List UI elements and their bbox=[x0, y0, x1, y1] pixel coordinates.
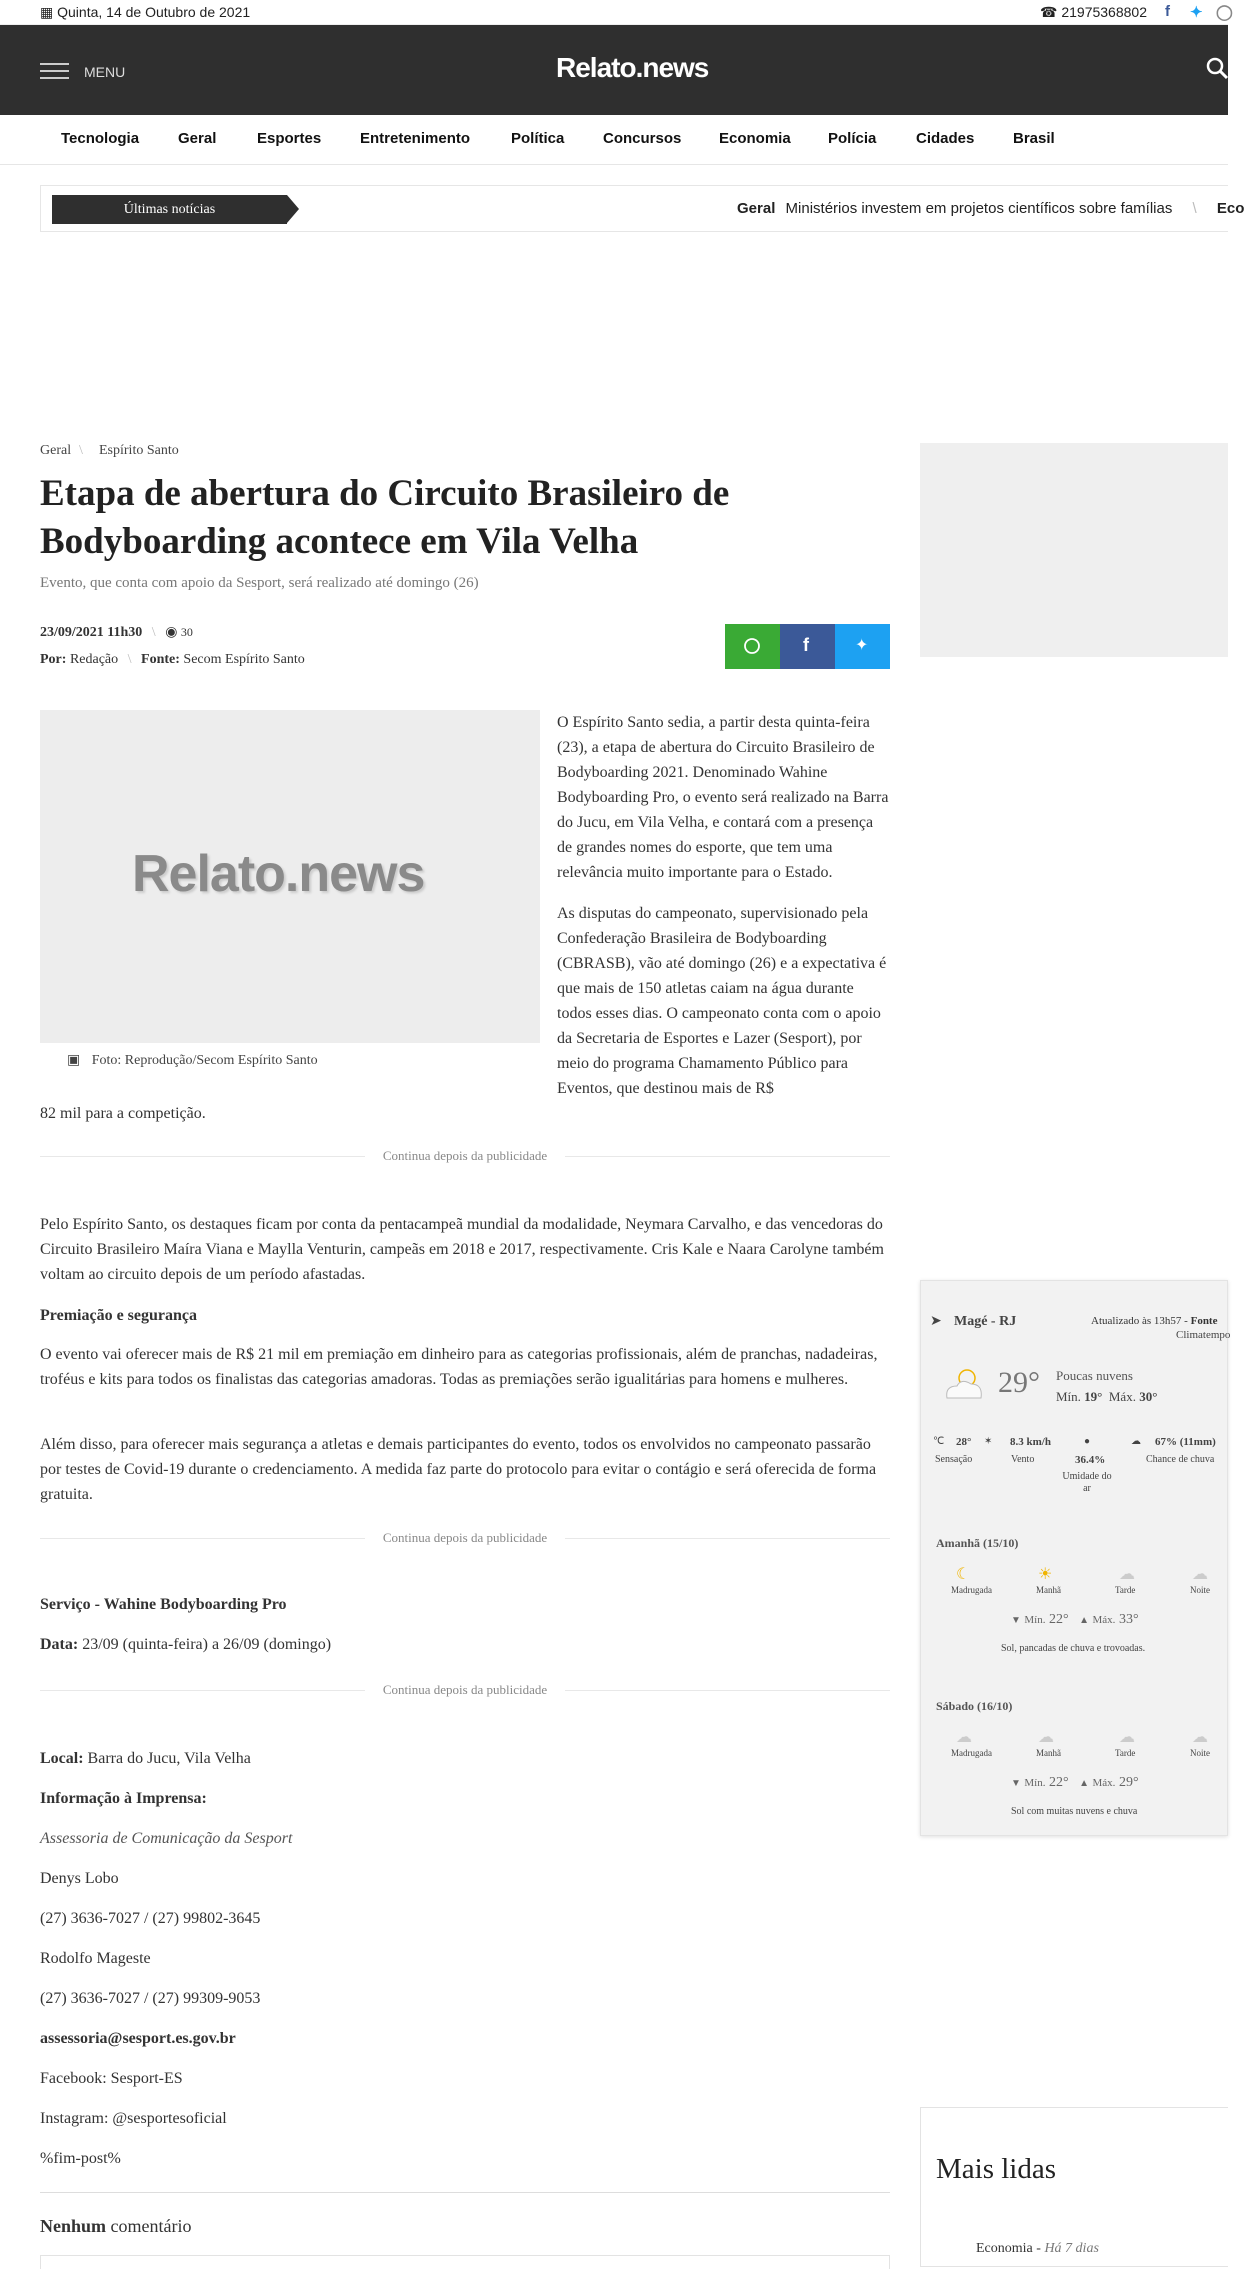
servico-heading: Serviço - Wahine Bodyboarding Pro bbox=[40, 1596, 287, 1613]
period-label: Manhã bbox=[1036, 1748, 1061, 1758]
cloud-icon: ☁ bbox=[1119, 1729, 1135, 1746]
moon-cloud-icon: ☾ bbox=[956, 1566, 971, 1583]
search-icon[interactable] bbox=[1206, 57, 1228, 79]
imprensa-heading: Informação à Imprensa: bbox=[40, 1790, 207, 1807]
menu-button[interactable]: MENU bbox=[84, 64, 126, 80]
article-date-views: 23/09/2021 11h30 \ ◉ 30 bbox=[40, 625, 193, 640]
period-label: Tarde bbox=[1115, 1748, 1136, 1758]
share-twitter-button[interactable] bbox=[835, 624, 890, 669]
vento-label: Vento bbox=[1011, 1454, 1035, 1465]
article-author-source: Por: Redação \ Fonte: Secom Espírito Santo bbox=[40, 652, 305, 667]
weather-source: Climatempo bbox=[1176, 1329, 1231, 1341]
breadcrumb-espirito-santo[interactable]: Espírito Santo bbox=[99, 443, 179, 458]
article-paragraph-3: Pelo Espírito Santo, os destaques ficam por conta da pentacampeã mundial da modalidade, Neymara Carvalho, e das vencedoras do Circuito Brasileiro Maíra Viana e Maylla Venturin, campeãs em 2018 e 2017, respectivamente. Cris Kale e Naara Carolyne também voltam ao circuito depois de um período afastadas. bbox=[40, 1216, 884, 1283]
breadcrumb-separator: \ bbox=[79, 443, 83, 458]
weather-widget bbox=[920, 1280, 1231, 1836]
chuva-label: Chance de chuva bbox=[1146, 1454, 1215, 1465]
contact-name-1: Denys Lobo bbox=[40, 1870, 119, 1887]
servico-data: Data: 23/09 (quinta-feira) a 26/09 (domingo) bbox=[40, 1636, 332, 1653]
wind-icon: ✶ bbox=[984, 1436, 993, 1447]
period-label: Madrugada bbox=[951, 1585, 992, 1595]
forecast-day-1-title: Amanhã (15/10) bbox=[936, 1536, 1019, 1550]
period-label: Manhã bbox=[1036, 1585, 1061, 1595]
forecast-day-1-desc: Sol, pancadas de chuva e trovoadas. bbox=[1001, 1643, 1146, 1654]
forecast-day-2-title: Sábado (16/10) bbox=[936, 1699, 1013, 1713]
contact-phone-1: (27) 3636-7027 / (27) 99802-3645 bbox=[40, 1910, 261, 1927]
cloud-icon: ☁ bbox=[1192, 1729, 1208, 1746]
article-paragraph-2: As disputas do campeonato, supervisionado pela Confederação Brasileira de Bodyboarding (CBRASB), vão até domingo (26) e a expectativa é que mais de 150 atletas caiam na água durante todos esses dias. O campeonato conta com o apoio da Secretaria de Esportes e Lazer (Sesport), por meio do programa Chamamento Público para Eventos, que destinou mais de R$ bbox=[557, 905, 887, 1097]
nav-item-geral[interactable]: Geral bbox=[178, 130, 217, 147]
mais-lidas-item-meta[interactable]: Economia - Há 7 dias bbox=[976, 2241, 1099, 2256]
article-title: Etapa de abertura do Circuito Brasileiro de Bodyboarding acontece em Vila Velha bbox=[40, 473, 730, 562]
weather-desc: Poucas nuvens bbox=[1056, 1368, 1133, 1383]
nav-item-economia[interactable]: Economia bbox=[719, 130, 791, 147]
hamburger-icon[interactable] bbox=[40, 63, 69, 79]
rain-chance-icon: ☁ bbox=[1131, 1436, 1141, 1447]
contact-email-link[interactable]: assessoria@sesport.es.gov.br bbox=[40, 2030, 236, 2047]
comments-divider bbox=[40, 2192, 890, 2193]
share-facebook-button[interactable] bbox=[780, 624, 835, 669]
sensacao-label: Sensação bbox=[935, 1454, 973, 1465]
storm-cloud-icon: ☁ bbox=[1119, 1566, 1135, 1583]
ad-notice: Continua depois da publicidade bbox=[365, 1148, 565, 1164]
article-photo[interactable] bbox=[40, 710, 540, 1043]
arrow-up-icon: ▲ bbox=[1079, 1778, 1090, 1789]
eye-icon: ◉ bbox=[165, 625, 178, 640]
photo-placeholder-logo: Relato.news bbox=[132, 845, 425, 903]
nav-item-brasil[interactable]: Brasil bbox=[1013, 130, 1055, 147]
location-arrow-icon: ➤ bbox=[930, 1314, 942, 1329]
nav-item-politica[interactable]: Política bbox=[511, 130, 565, 147]
weather-city: Magé - RJ bbox=[954, 1314, 1017, 1329]
whatsapp-phone[interactable]: ☎ 21975368802 bbox=[1040, 4, 1147, 20]
period-label: Madrugada bbox=[951, 1748, 992, 1758]
contact-phone-2: (27) 3636-7027 / (27) 99309-9053 bbox=[40, 1990, 261, 2007]
sidebar-ad-placeholder bbox=[920, 443, 1228, 657]
chuva-value: 67% (11mm) bbox=[1155, 1436, 1216, 1448]
ticker-label: Últimas notícias bbox=[52, 195, 287, 224]
whatsapp-icon: ☎ bbox=[1040, 4, 1058, 20]
weather-minmax: Mín. 19° Máx. 30° bbox=[1056, 1389, 1158, 1404]
twitter-icon: ✦ bbox=[855, 637, 869, 654]
site-logo[interactable]: Relato.news bbox=[556, 52, 709, 83]
assessoria-text: Assessoria de Comunicação da Sesport bbox=[40, 1830, 293, 1847]
contact-name-2: Rodolfo Mageste bbox=[40, 1950, 151, 1967]
nav-item-cidades[interactable]: Cidades bbox=[916, 130, 975, 147]
article-paragraph-5: Além disso, para oferecer mais segurança a atletas e demais participantes do evento, todos os envolvidos no campeonato passarão por testes de Covid-19 durante o credenciamento. A medida faz parte do protocolo para evitar o contágio e será oferecida de forma gratuita. bbox=[40, 1436, 877, 1503]
camera-icon: ▣ bbox=[67, 1053, 81, 1068]
mais-lidas-title: Mais lidas bbox=[936, 2153, 1057, 2185]
weather-temp: 29° bbox=[998, 1366, 1040, 1399]
twitter-icon[interactable]: ✦ bbox=[1190, 4, 1203, 21]
comments-heading: Nenhum comentário bbox=[40, 2216, 192, 2236]
site-header bbox=[0, 25, 1228, 115]
article-subtitle: Evento, que conta com apoio da Sesport, será realizado até domingo (26) bbox=[40, 575, 479, 591]
forecast-day-2-desc: Sol com muitas nuvens e chuva bbox=[1011, 1806, 1138, 1817]
nav-item-concursos[interactable]: Concursos bbox=[603, 130, 682, 147]
facebook-icon: f bbox=[803, 635, 809, 655]
facebook-text: Facebook: Sesport-ES bbox=[40, 2070, 183, 2087]
nav-item-entretenimento[interactable]: Entretenimento bbox=[360, 130, 471, 147]
ad-notice: Continua depois da publicidade bbox=[365, 1682, 565, 1698]
cloud-icon: ☁ bbox=[956, 1729, 972, 1746]
instagram-text: Instagram: @sesportesoficial bbox=[40, 2110, 227, 2127]
nav-item-tecnologia[interactable]: Tecnologia bbox=[61, 130, 140, 147]
share-whatsapp-button[interactable] bbox=[725, 624, 780, 669]
news-ticker bbox=[40, 185, 1245, 232]
category-nav bbox=[0, 115, 1228, 165]
calendar-icon: ▦ bbox=[40, 4, 54, 20]
whatsapp-icon bbox=[725, 624, 780, 669]
nav-item-esportes[interactable]: Esportes bbox=[257, 130, 322, 147]
facebook-icon[interactable]: f bbox=[1165, 3, 1170, 20]
article-paragraph-4: O evento vai oferecer mais de R$ 21 mil em premiação em dinheiro para as categorias profissionais, além de pranchas, nadadeiras, troféus e kits para todos os finalistas das categorias amadoras. Todas as premiações serão igualitárias para homens e mulheres. bbox=[40, 1346, 878, 1388]
humidity-icon: ● bbox=[1084, 1436, 1091, 1447]
ticker-item[interactable]: Geral Ministérios investem em projetos científicos sobre famílias \ Eco bbox=[737, 200, 1245, 217]
breadcrumb-geral[interactable]: Geral bbox=[40, 443, 72, 458]
arrow-up-icon: ▲ bbox=[1079, 1615, 1090, 1626]
umidade-value: 36.4% bbox=[1075, 1454, 1106, 1466]
sun-cloud-icon: ☀ bbox=[1038, 1566, 1053, 1583]
period-label: Noite bbox=[1190, 1748, 1210, 1758]
arrow-down-icon: ▼ bbox=[1011, 1615, 1021, 1626]
top-bar bbox=[0, 0, 1233, 25]
article-paragraph-1: O Espírito Santo sedia, a partir desta quinta-feira (23), a etapa de abertura do Circuito Brasileiro de Bodyboarding 2021. Denominado Wahine Bodyboarding Pro, o evento será realizado na Barra do Jucu, em Vila Velha, e contará com a presença de grandes nomes do esporte, que tem uma relevância muito importante para o Estado. bbox=[557, 714, 889, 881]
section-heading-premiacao: Premiação e segurança bbox=[40, 1307, 197, 1324]
period-label: Tarde bbox=[1115, 1585, 1136, 1595]
instagram-icon[interactable]: ◯ bbox=[1216, 4, 1233, 21]
comment-box[interactable] bbox=[40, 2255, 890, 2269]
servico-local: Local: Barra do Jucu, Vila Velha bbox=[40, 1750, 251, 1767]
sensacao-value: 28° bbox=[956, 1436, 972, 1448]
end-post-marker: %fim-post% bbox=[40, 2150, 121, 2167]
mais-lidas-box bbox=[920, 2107, 1228, 2267]
sun-cloud-icon bbox=[939, 1364, 989, 1404]
umidade-label: Umidade do ar bbox=[1062, 1471, 1112, 1494]
current-date: ▦ Quinta, 14 de Outubro de 2021 bbox=[40, 4, 251, 20]
arrow-down-icon: ▼ bbox=[1011, 1778, 1021, 1789]
weather-updated: Atualizado às 13h57 - Fonte bbox=[1091, 1315, 1218, 1327]
nav-item-policia[interactable]: Polícia bbox=[828, 130, 877, 147]
storm-cloud-icon: ☁ bbox=[1192, 1566, 1208, 1583]
vento-value: 8.3 km/h bbox=[1010, 1436, 1051, 1448]
forecast-day-1-minmax: ▼ Mín. 22° ▲ Máx. 33° bbox=[1011, 1612, 1139, 1627]
photo-caption: ▣ Foto: Reprodução/Secom Espírito Santo bbox=[67, 1053, 318, 1068]
forecast-day-2-minmax: ▼ Mín. 22° ▲ Máx. 29° bbox=[1011, 1775, 1139, 1790]
cloud-icon: ☁ bbox=[1038, 1729, 1054, 1746]
period-label: Noite bbox=[1190, 1585, 1210, 1595]
thermometer-icon: ℃ bbox=[933, 1436, 945, 1447]
ad-notice: Continua depois da publicidade bbox=[365, 1530, 565, 1546]
article-paragraph-2-tail: 82 mil para a competição. bbox=[40, 1105, 206, 1122]
